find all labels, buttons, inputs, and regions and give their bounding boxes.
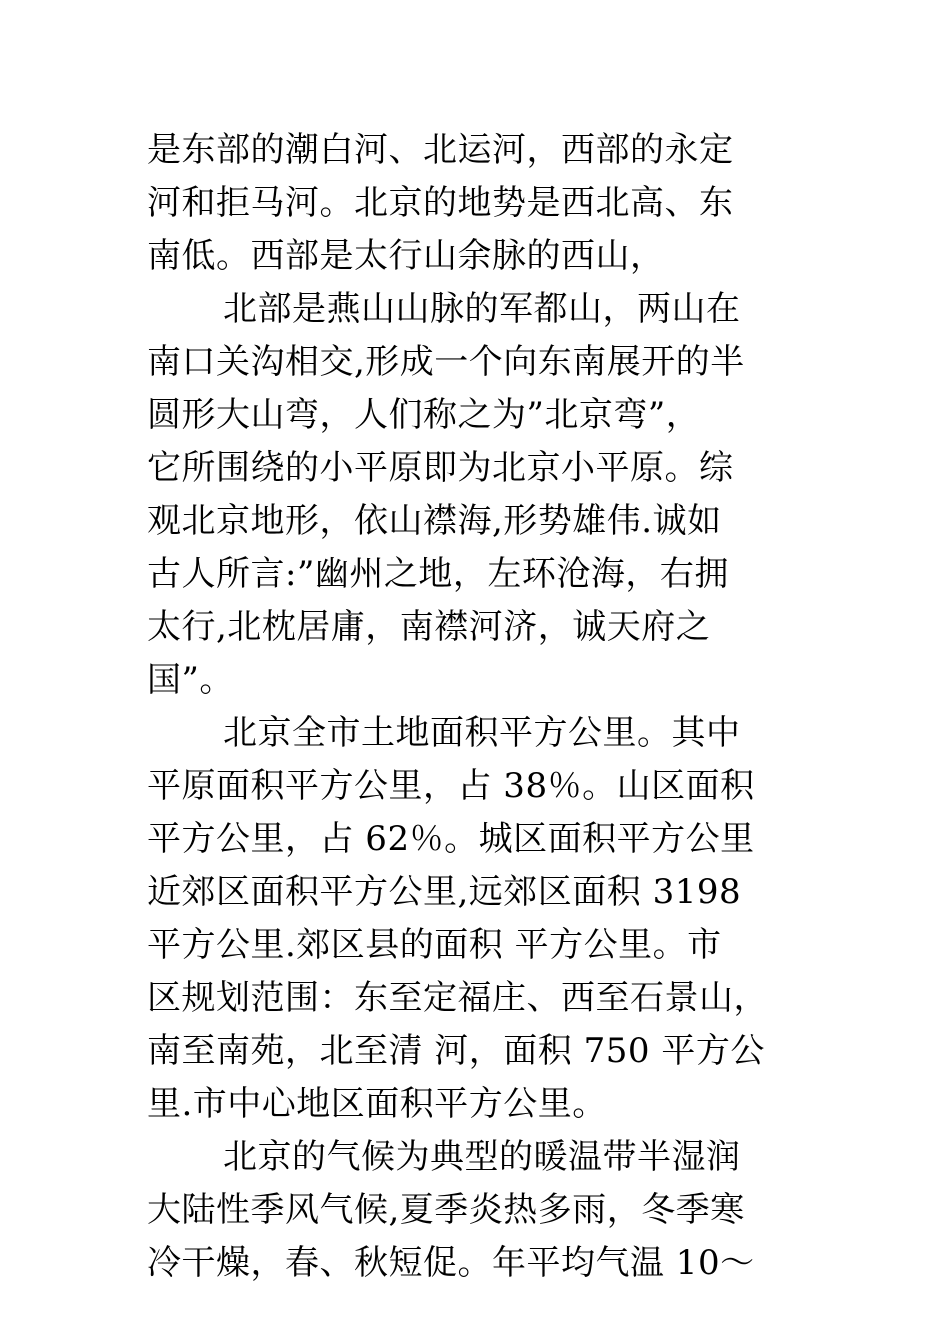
text-line: 区规划范围：东至定福庄、西至石景山，: [147, 978, 768, 1018]
paragraph-beijing-bay: [147, 283, 812, 707]
text-line: 南口关沟相交,形成一个向东南展开的半: [147, 342, 745, 382]
text-line: 平原面积平方公里，占 38％。山区面积: [147, 766, 755, 806]
text-line: 南低。西部是太行山余脉的西山，: [147, 236, 665, 276]
text-line: 平方公里，占 62％。城区面积平方公里: [147, 819, 755, 859]
document-page: [147, 124, 812, 1290]
text-line: 圆形大山弯，人们称之为”北京弯”，: [147, 395, 701, 435]
text-line: 国”。: [147, 660, 234, 700]
paragraph-land-area: [147, 707, 812, 1131]
paragraph-terrain: [147, 124, 812, 283]
text-line: 北部是燕山山脉的军都山，两山在: [223, 289, 741, 329]
paragraph-climate: [147, 1131, 812, 1290]
text-line: 北京全市土地面积平方公里。其中: [223, 713, 741, 753]
text-line: 是东部的潮白河、北运河，西部的永定: [147, 130, 734, 170]
text-line: 它所围绕的小平原即为北京小平原。综: [147, 448, 734, 488]
text-line: 南至南苑，北至清 河，面积 750 平方公: [147, 1031, 765, 1071]
text-line: 里.市中心地区面积平方公里。: [147, 1084, 607, 1124]
text-line: 观北京地形，依山襟海,形势雄伟.诚如: [147, 501, 722, 541]
text-line: 古人所言:”幽州之地，左环沧海，右拥: [147, 554, 729, 594]
text-line: 北京的气候为典型的暖温带半湿润: [223, 1137, 741, 1177]
text-line: 河和拒马河。北京的地势是西北高、东: [147, 183, 734, 223]
text-line: 冷干燥，春、秋短促。年平均气温 10～: [147, 1243, 755, 1283]
text-line: 大陆性季风气候,夏季炎热多雨，冬季寒: [147, 1190, 745, 1230]
text-line: 太行,北枕居庸，南襟河济，诚天府之: [147, 607, 711, 647]
text-line: 近郊区面积平方公里,远郊区面积 3198: [147, 872, 742, 912]
text-line: 平方公里.郊区县的面积 平方公里。市: [147, 925, 722, 965]
